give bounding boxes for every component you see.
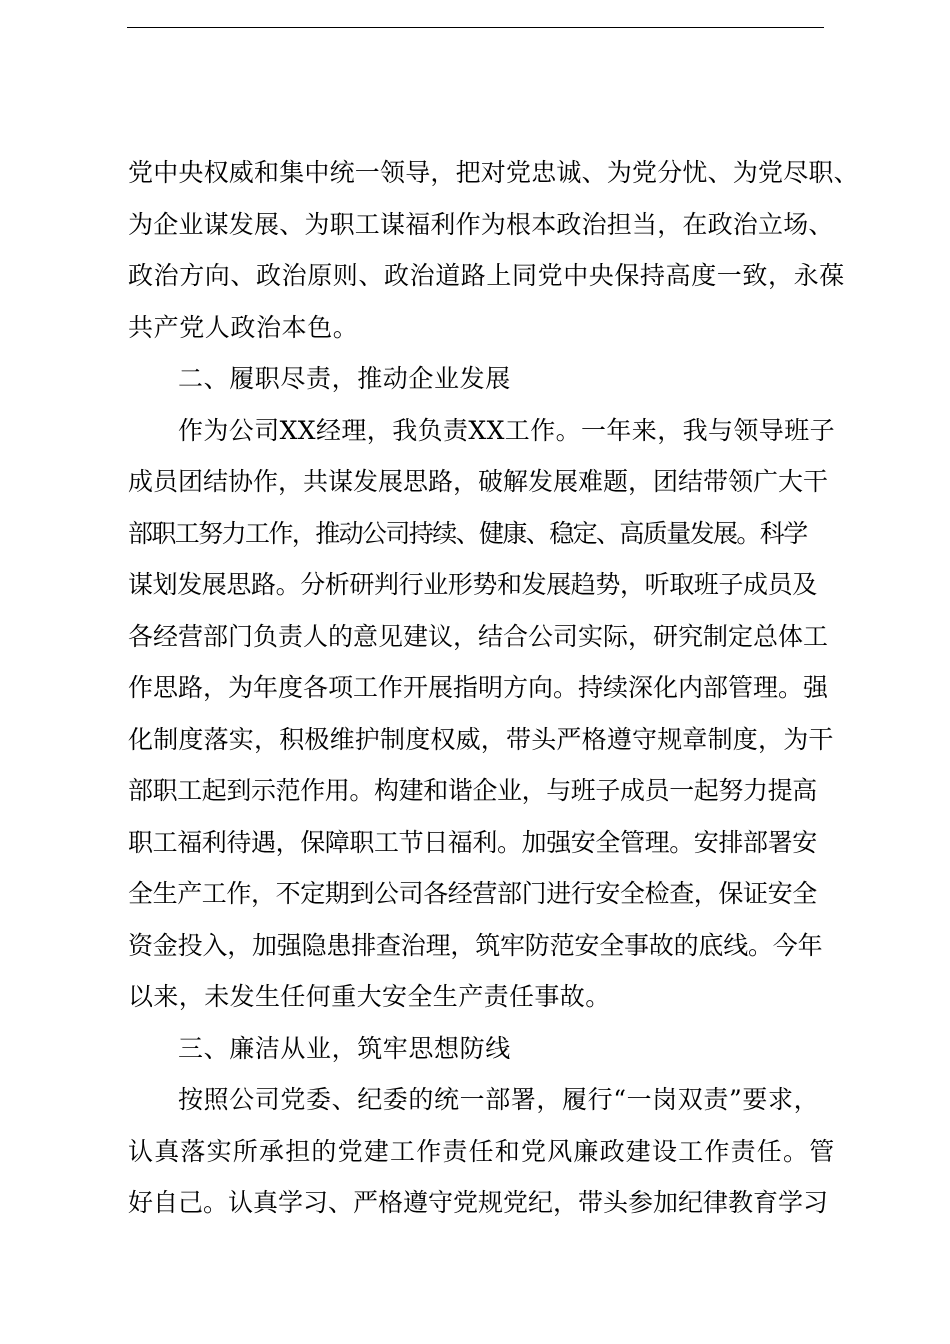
text-line: 职工福利待遇，保障职工节日福利。加强安全管理。安排部署安: [128, 827, 817, 857]
text-line: 化制度落实，积极维护制度权威，带头严格遵守规章制度，为干: [128, 724, 834, 754]
text-line: 好自己。认真学习、严格遵守党规党纪，带头参加纪律教育学习: [128, 1188, 829, 1217]
text-line: 成员团结协作，共谋发展思路，破解发展难题，团结带领广大干: [128, 467, 829, 496]
text-line: 作为公司XX经理，我负责XX工作。一年来，我与领导班子: [178, 415, 835, 445]
text-line: 以来，未发生任何重大安全生产责任事故。: [128, 982, 611, 1011]
header-rule: [127, 27, 824, 28]
text-line: 为企业谋发展、为职工谋福利作为根本政治担当，在政治立场、: [128, 209, 834, 239]
text-line: 按照公司党委、纪委的统一部署，履行“一岗双责”要求，: [178, 1085, 820, 1114]
text-line: 各经营部门负责人的意见建议，结合公司实际，研究制定总体工: [128, 621, 829, 651]
text-line: 资金投入，加强隐患排查治理，筑牢防范安全事故的底线。今年: [128, 930, 823, 960]
text-line: 党中央权威和集中统一领导，把对党忠诚、为党分忧、为党尽职、: [128, 158, 859, 187]
text-line: 认真落实所承担的党建工作责任和党风廉政建设工作责任。管: [128, 1136, 836, 1166]
text-line: 谋划发展思路。分析研判行业形势和发展趋势，听取班子成员及: [128, 570, 817, 599]
text-line: 三、廉洁从业，筑牢思想防线: [178, 1033, 511, 1063]
document-body: [128, 153, 859, 1235]
text-line: 部职工起到示范作用。构建和谐企业，与班子成员一起努力提高: [128, 776, 817, 805]
text-line: 全生产工作，不定期到公司各经营部门进行安全检查，保证安全: [128, 879, 817, 908]
text-line: 作思路，为年度各项工作开展指明方向。持续深化内部管理。强: [128, 673, 829, 702]
text-line: 二、履职尽责，推动企业发展: [178, 364, 511, 393]
text-line: 部职工努力工作，推动公司持续、健康、稳定、高质量发展。科学: [128, 518, 807, 548]
text-line: 共产党人政治本色。: [128, 312, 359, 342]
text-line: 政治方向、政治原则、政治道路上同党中央保持高度一致，永葆: [128, 261, 845, 290]
